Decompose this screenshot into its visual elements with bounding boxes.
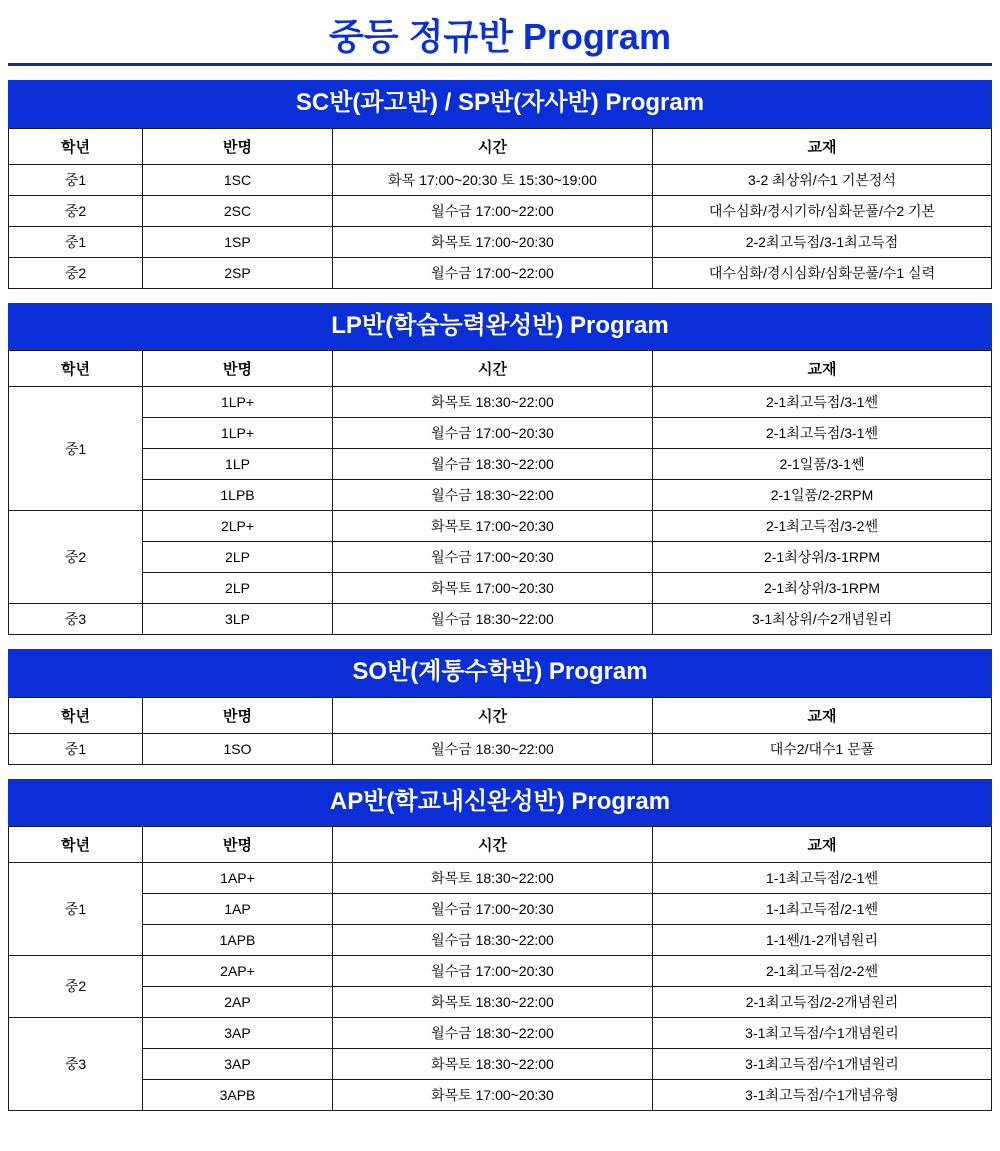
textbook-cell: 2-1최상위/3-1RPM xyxy=(653,542,992,573)
section-header: SO반(계통수학반) Program xyxy=(8,649,992,696)
page-title: 중등 정규반 Program xyxy=(329,16,671,57)
table-row xyxy=(9,893,992,924)
column-header: 시간 xyxy=(333,128,653,164)
column-header: 시간 xyxy=(333,351,653,387)
class-name-cell: 1LP+ xyxy=(143,418,333,449)
class-name-cell: 2SP xyxy=(143,257,333,288)
column-header: 교재 xyxy=(653,128,992,164)
class-name-cell: 3AP xyxy=(143,1048,333,1079)
class-name-cell: 2LP+ xyxy=(143,511,333,542)
textbook-cell: 3-1최고득점/수1개념원리 xyxy=(653,1048,992,1079)
class-name-cell: 1APB xyxy=(143,924,333,955)
class-name-cell: 1AP xyxy=(143,893,333,924)
class-name-cell: 3LP xyxy=(143,604,333,635)
grade-cell: 중1 xyxy=(9,226,143,257)
textbook-cell: 2-1일품/2-2RPM xyxy=(653,480,992,511)
textbook-cell: 2-1최고득점/3-1쎈 xyxy=(653,418,992,449)
table-row xyxy=(9,164,992,195)
column-header: 교재 xyxy=(653,351,992,387)
textbook-cell: 대수심화/경시심화/심화문풀/수1 실력 xyxy=(653,257,992,288)
table-header-row xyxy=(9,128,992,164)
grade-cell: 중2 xyxy=(9,195,143,226)
schedule-cell: 화목 17:00~20:30 토 15:30~19:00 xyxy=(333,164,653,195)
class-name-cell: 2AP xyxy=(143,986,333,1017)
schedule-cell: 화목토 18:30~22:00 xyxy=(333,1048,653,1079)
class-name-cell: 1LPB xyxy=(143,480,333,511)
class-name-cell: 3APB xyxy=(143,1079,333,1110)
table-row xyxy=(9,511,992,542)
table-row xyxy=(9,226,992,257)
textbook-cell: 1-1최고득점/2-1쎈 xyxy=(653,862,992,893)
grade-cell: 중2 xyxy=(9,257,143,288)
schedule-cell: 월수금 18:30~22:00 xyxy=(333,604,653,635)
schedule-cell: 월수금 17:00~20:30 xyxy=(333,418,653,449)
schedule-cell: 월수금 18:30~22:00 xyxy=(333,924,653,955)
column-header: 반명 xyxy=(143,351,333,387)
column-header: 시간 xyxy=(333,826,653,862)
schedule-cell: 월수금 18:30~22:00 xyxy=(333,480,653,511)
program-section xyxy=(8,649,992,764)
textbook-cell: 2-1최고득점/3-1쎈 xyxy=(653,387,992,418)
program-section xyxy=(8,80,992,288)
class-name-cell: 1LP xyxy=(143,449,333,480)
textbook-cell: 3-1최고득점/수1개념유형 xyxy=(653,1079,992,1110)
schedule-cell: 화목토 18:30~22:00 xyxy=(333,387,653,418)
table-header-row xyxy=(9,697,992,733)
table-row xyxy=(9,1079,992,1110)
table-row xyxy=(9,862,992,893)
textbook-cell: 2-1일품/3-1쎈 xyxy=(653,449,992,480)
class-name-cell: 3AP xyxy=(143,1017,333,1048)
schedule-cell: 월수금 18:30~22:00 xyxy=(333,733,653,764)
textbook-cell: 2-1최고득점/2-2쎈 xyxy=(653,955,992,986)
textbook-cell: 2-1최고득점/2-2개념원리 xyxy=(653,986,992,1017)
schedule-cell: 월수금 18:30~22:00 xyxy=(333,1017,653,1048)
table-header-row xyxy=(9,826,992,862)
column-header: 반명 xyxy=(143,826,333,862)
page-title-block xyxy=(8,0,992,66)
textbook-cell: 대수심화/경시기하/심화문풀/수2 기본 xyxy=(653,195,992,226)
schedule-cell: 화목토 17:00~20:30 xyxy=(333,226,653,257)
column-header: 학년 xyxy=(9,826,143,862)
grade-cell: 중1 xyxy=(9,387,143,511)
schedule-cell: 화목토 18:30~22:00 xyxy=(333,862,653,893)
class-name-cell: 2LP xyxy=(143,542,333,573)
class-name-cell: 2SC xyxy=(143,195,333,226)
table-row xyxy=(9,604,992,635)
program-table xyxy=(8,697,992,765)
textbook-cell: 3-1최고득점/수1개념원리 xyxy=(653,1017,992,1048)
textbook-cell: 대수2/대수1 문풀 xyxy=(653,733,992,764)
table-row xyxy=(9,257,992,288)
schedule-cell: 월수금 18:30~22:00 xyxy=(333,449,653,480)
schedule-cell: 화목토 17:00~20:30 xyxy=(333,511,653,542)
table-row xyxy=(9,387,992,418)
table-row xyxy=(9,1017,992,1048)
textbook-cell: 3-2 최상위/수1 기본정석 xyxy=(653,164,992,195)
schedule-cell: 월수금 17:00~20:30 xyxy=(333,893,653,924)
class-name-cell: 2LP xyxy=(143,573,333,604)
table-row xyxy=(9,418,992,449)
grade-cell: 중1 xyxy=(9,733,143,764)
program-table xyxy=(8,128,992,289)
program-section xyxy=(8,303,992,635)
class-name-cell: 1SO xyxy=(143,733,333,764)
column-header: 학년 xyxy=(9,351,143,387)
class-name-cell: 1SP xyxy=(143,226,333,257)
class-name-cell: 1LP+ xyxy=(143,387,333,418)
program-table xyxy=(8,826,992,1111)
section-header: AP반(학교내신완성반) Program xyxy=(8,779,992,826)
schedule-cell: 화목토 18:30~22:00 xyxy=(333,986,653,1017)
schedule-cell: 월수금 17:00~22:00 xyxy=(333,257,653,288)
table-header-row xyxy=(9,351,992,387)
column-header: 학년 xyxy=(9,128,143,164)
schedule-cell: 월수금 17:00~20:30 xyxy=(333,955,653,986)
textbook-cell: 2-2최고득점/3-1최고득점 xyxy=(653,226,992,257)
column-header: 교재 xyxy=(653,697,992,733)
section-header: LP반(학습능력완성반) Program xyxy=(8,303,992,350)
textbook-cell: 2-1최고득점/3-2쎈 xyxy=(653,511,992,542)
column-header: 반명 xyxy=(143,128,333,164)
grade-cell: 중3 xyxy=(9,604,143,635)
column-header: 교재 xyxy=(653,826,992,862)
column-header: 반명 xyxy=(143,697,333,733)
program-table xyxy=(8,350,992,635)
grade-cell: 중2 xyxy=(9,955,143,1017)
table-row xyxy=(9,573,992,604)
grade-cell: 중1 xyxy=(9,164,143,195)
column-header: 시간 xyxy=(333,697,653,733)
textbook-cell: 1-1쎈/1-2개념원리 xyxy=(653,924,992,955)
table-row xyxy=(9,542,992,573)
sections-container xyxy=(8,80,992,1111)
schedule-cell: 월수금 17:00~20:30 xyxy=(333,542,653,573)
table-row xyxy=(9,449,992,480)
table-row xyxy=(9,480,992,511)
class-name-cell: 1SC xyxy=(143,164,333,195)
table-row xyxy=(9,986,992,1017)
table-row xyxy=(9,924,992,955)
program-section xyxy=(8,779,992,1111)
textbook-cell: 1-1최고득점/2-1쎈 xyxy=(653,893,992,924)
schedule-cell: 월수금 17:00~22:00 xyxy=(333,195,653,226)
table-row xyxy=(9,733,992,764)
grade-cell: 중1 xyxy=(9,862,143,955)
table-row xyxy=(9,955,992,986)
schedule-cell: 화목토 17:00~20:30 xyxy=(333,573,653,604)
grade-cell: 중2 xyxy=(9,511,143,604)
class-name-cell: 2AP+ xyxy=(143,955,333,986)
grade-cell: 중3 xyxy=(9,1017,143,1110)
textbook-cell: 2-1최상위/3-1RPM xyxy=(653,573,992,604)
section-header: SC반(과고반) / SP반(자사반) Program xyxy=(8,80,992,127)
textbook-cell: 3-1최상위/수2개념원리 xyxy=(653,604,992,635)
class-name-cell: 1AP+ xyxy=(143,862,333,893)
table-row xyxy=(9,1048,992,1079)
column-header: 학년 xyxy=(9,697,143,733)
schedule-cell: 화목토 17:00~20:30 xyxy=(333,1079,653,1110)
table-row xyxy=(9,195,992,226)
